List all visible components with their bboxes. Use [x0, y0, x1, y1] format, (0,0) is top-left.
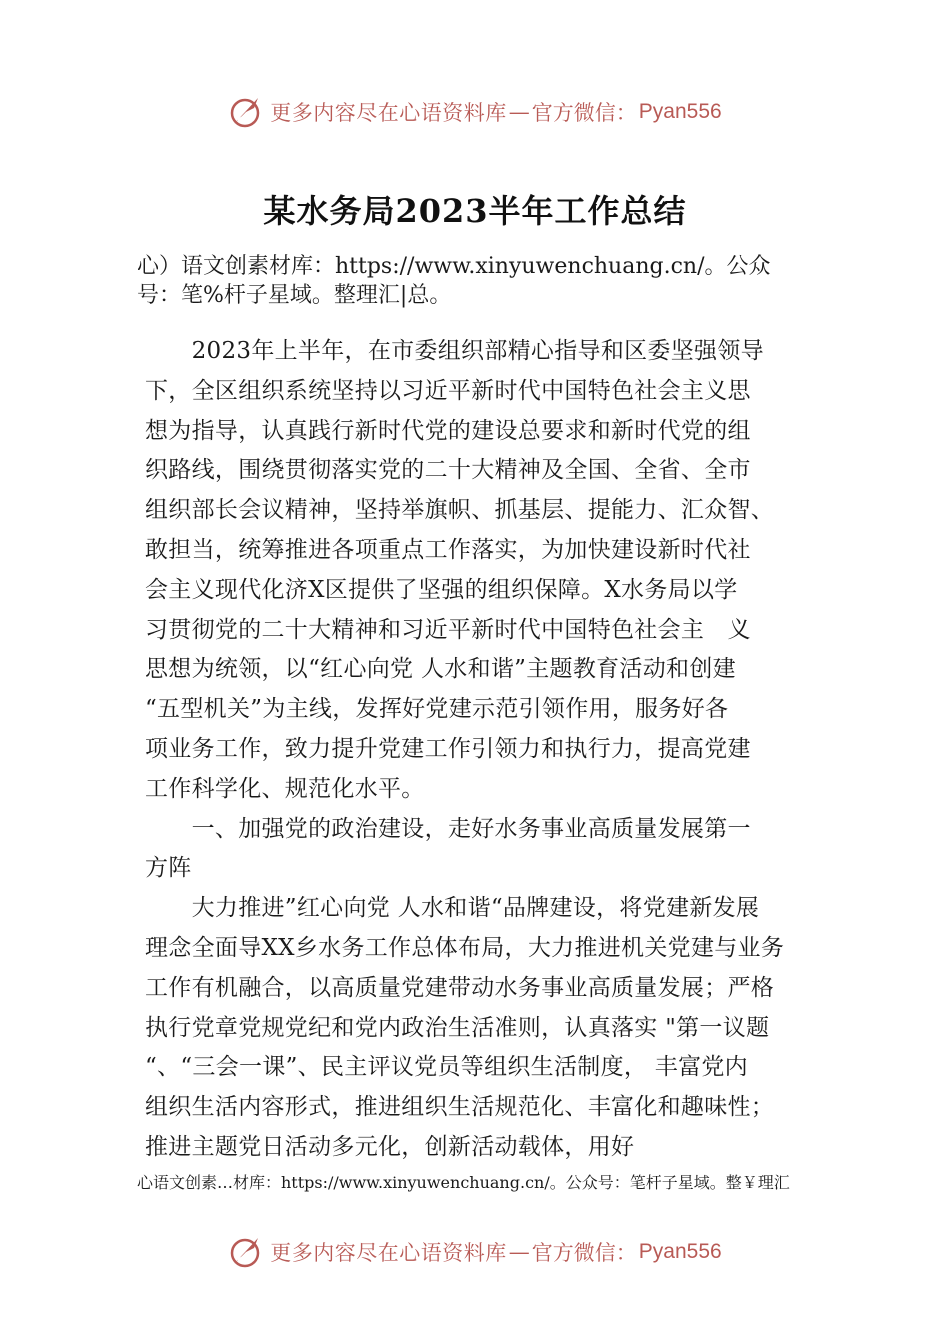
- body-line: 推进主题党日活动多元化，创新活动载体，用好: [145, 1133, 635, 1160]
- header-watermark-banner: [0, 92, 950, 132]
- banner-dash: —: [508, 1240, 530, 1264]
- body-line: 下，全区组织系统坚持以习近平新时代中国特色社会主义思: [145, 377, 751, 404]
- footer-watermark-banner: [0, 1232, 950, 1272]
- body-line: 组织部长会议精神，坚持举旗帜、抓基层、提能力、汇众智、: [145, 497, 775, 524]
- body-line: 织路线，围绕贯彻落实党的二十大精神及全国、全省、全市: [145, 457, 751, 484]
- body-line: 大力推进”红心向党 人水和谐“品牌建设，将党建新发展: [145, 895, 760, 922]
- body-line: 项业务工作，致力提升党建工作引领力和执行力，提高党建: [145, 735, 751, 762]
- source-notice-line-1: 心）语文创素材库：https://www.xinyuwenchuang.cn/。公众: [137, 254, 771, 279]
- body-line: 想为指导，认真践行新时代党的建设总要求和新时代党的组: [145, 417, 751, 444]
- body-line: 会主义现代化济X区提供了坚强的组织保障。X水务局以学: [145, 576, 738, 603]
- banner-wechat-id: Pyan556: [638, 100, 722, 123]
- document-body: [145, 332, 825, 1168]
- body-line: 习贯彻党的二十大精神和习近平新时代中国特色社会主 义: [145, 616, 751, 643]
- banner-wechat-id: Pyan556: [638, 1240, 722, 1263]
- document-title: 某水务局2023半年工作总结: [263, 192, 687, 230]
- body-line: “、“三会一课”、民主评议党员等组织生活制度， 丰富党内: [145, 1054, 748, 1081]
- body-line: 一、加强党的政治建设，走好水务事业高质量发展第一: [145, 815, 751, 842]
- body-line: 工作科学化、规范化水平。: [145, 775, 425, 802]
- body-line: 方阵: [145, 855, 192, 882]
- body-line: 思想为统领，以“红心向党 人水和谐”主题教育活动和创建: [145, 656, 736, 683]
- source-notice-line-2: 号：笔%杆子星域。整理汇|总。: [137, 283, 452, 308]
- footer-source-notice: 心语文创素…材库：https://www.xinyuwenchuang.cn/。公众号：笔杆子星域。整￥理汇: [137, 1173, 790, 1192]
- body-line: 理念全面导XX乡水务工作总体布局，大力推进机关党建与业务: [145, 934, 785, 961]
- quill-seal-icon: [228, 94, 264, 130]
- quill-seal-icon: [228, 1234, 264, 1270]
- body-line: 工作有机融合，以高质量党建带动水务事业高质量发展；严格: [145, 974, 775, 1001]
- body-line: “五型机关”为主线，发挥好党建示范引领作用，服务好各: [145, 696, 729, 723]
- banner-label: 官方微信：: [531, 1241, 637, 1265]
- banner-text: 更多内容尽在心语资料库: [270, 1241, 507, 1265]
- body-line: 2023年上半年，在市委组织部精心指导和区委坚强领导: [145, 338, 764, 364]
- banner-label: 官方微信：: [531, 101, 637, 125]
- banner-text: 更多内容尽在心语资料库: [270, 101, 507, 125]
- body-line: 组织生活内容形式，推进组织生活规范化、丰富化和趣味性；: [145, 1094, 775, 1121]
- banner-dash: —: [508, 100, 530, 124]
- body-line: 敢担当，统筹推进各项重点工作落实，为加快建设新时代社: [145, 536, 751, 563]
- body-line: 执行党章党规党纪和党内政治生活准则，认真落实 "第一议题: [145, 1014, 770, 1041]
- source-notice: [137, 252, 827, 310]
